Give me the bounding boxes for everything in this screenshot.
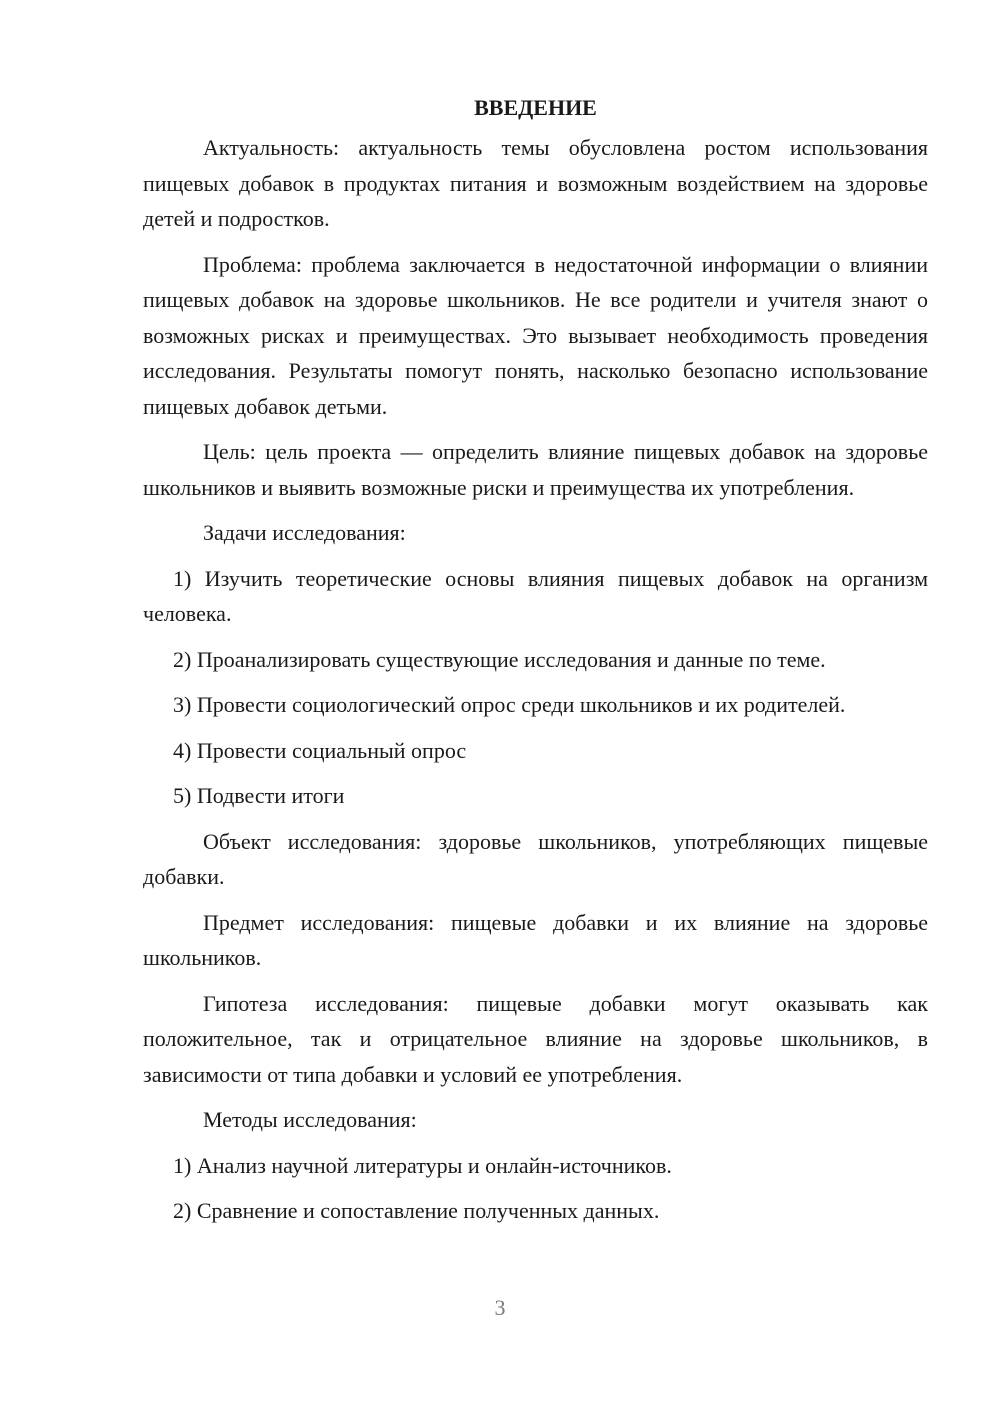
subject-paragraph: Предмет исследования: пищевые добавки и их влияние на здоровье школьников. [143,909,928,970]
object-paragraph: Объект исследования: здоровье школьников, употребляющих пищевые добавки. [143,828,928,889]
problem-paragraph: Проблема: проблема заключается в недостаточной информации о влиянии пищевых добавок на здоровье школьников. Не все родители и учителя знают о возможных рисках и преимуществах. Это вызывает необходимость проведения исследования. Результаты помогут понять, насколько безопасно использование пищевых добавок детьми. [143,251,928,419]
task-item-5: 5) Подвести итоги [173,783,345,808]
section-title: ВВЕДЕНИЕ [474,95,597,120]
methods-heading: Методы исследования: [203,1107,417,1132]
page-number: 3 [494,1295,506,1320]
task-item-3: 3) Провести социологический опрос среди школьников и их родителей. [173,692,846,717]
method-item-2: 2) Сравнение и сопоставление полученных данных. [173,1198,660,1223]
goal-paragraph: Цель: цель проекта — определить влияние пищевых добавок на здоровье школьников и выявить возможные риски и преимущества их употребления. [143,439,928,500]
relevance-paragraph: Актуальность: актуальность темы обусловлена ростом использования пищевых добавок в продуктах питания и возможным воздействием на здоровье детей и подростков. [143,135,928,231]
document-page [143,90,928,1390]
method-item-1: 1) Анализ научной литературы и онлайн-источников. [173,1152,672,1178]
hypothesis-paragraph: Гипотеза исследования: пищевые добавки могут оказывать как положительное, так и отрицательное влияние на здоровье школьников, в зависимости от типа добавки и условий ее употребления. [143,990,928,1087]
task-item-2: 2) Проанализировать существующие исследования и данные по теме. [173,646,826,672]
task-item-1: 1) Изучить теоретические основы влияния пищевых добавок на организм человека. [143,565,928,626]
tasks-heading: Задачи исследования: [203,520,406,545]
task-item-4: 4) Провести социальный опрос [173,737,467,763]
